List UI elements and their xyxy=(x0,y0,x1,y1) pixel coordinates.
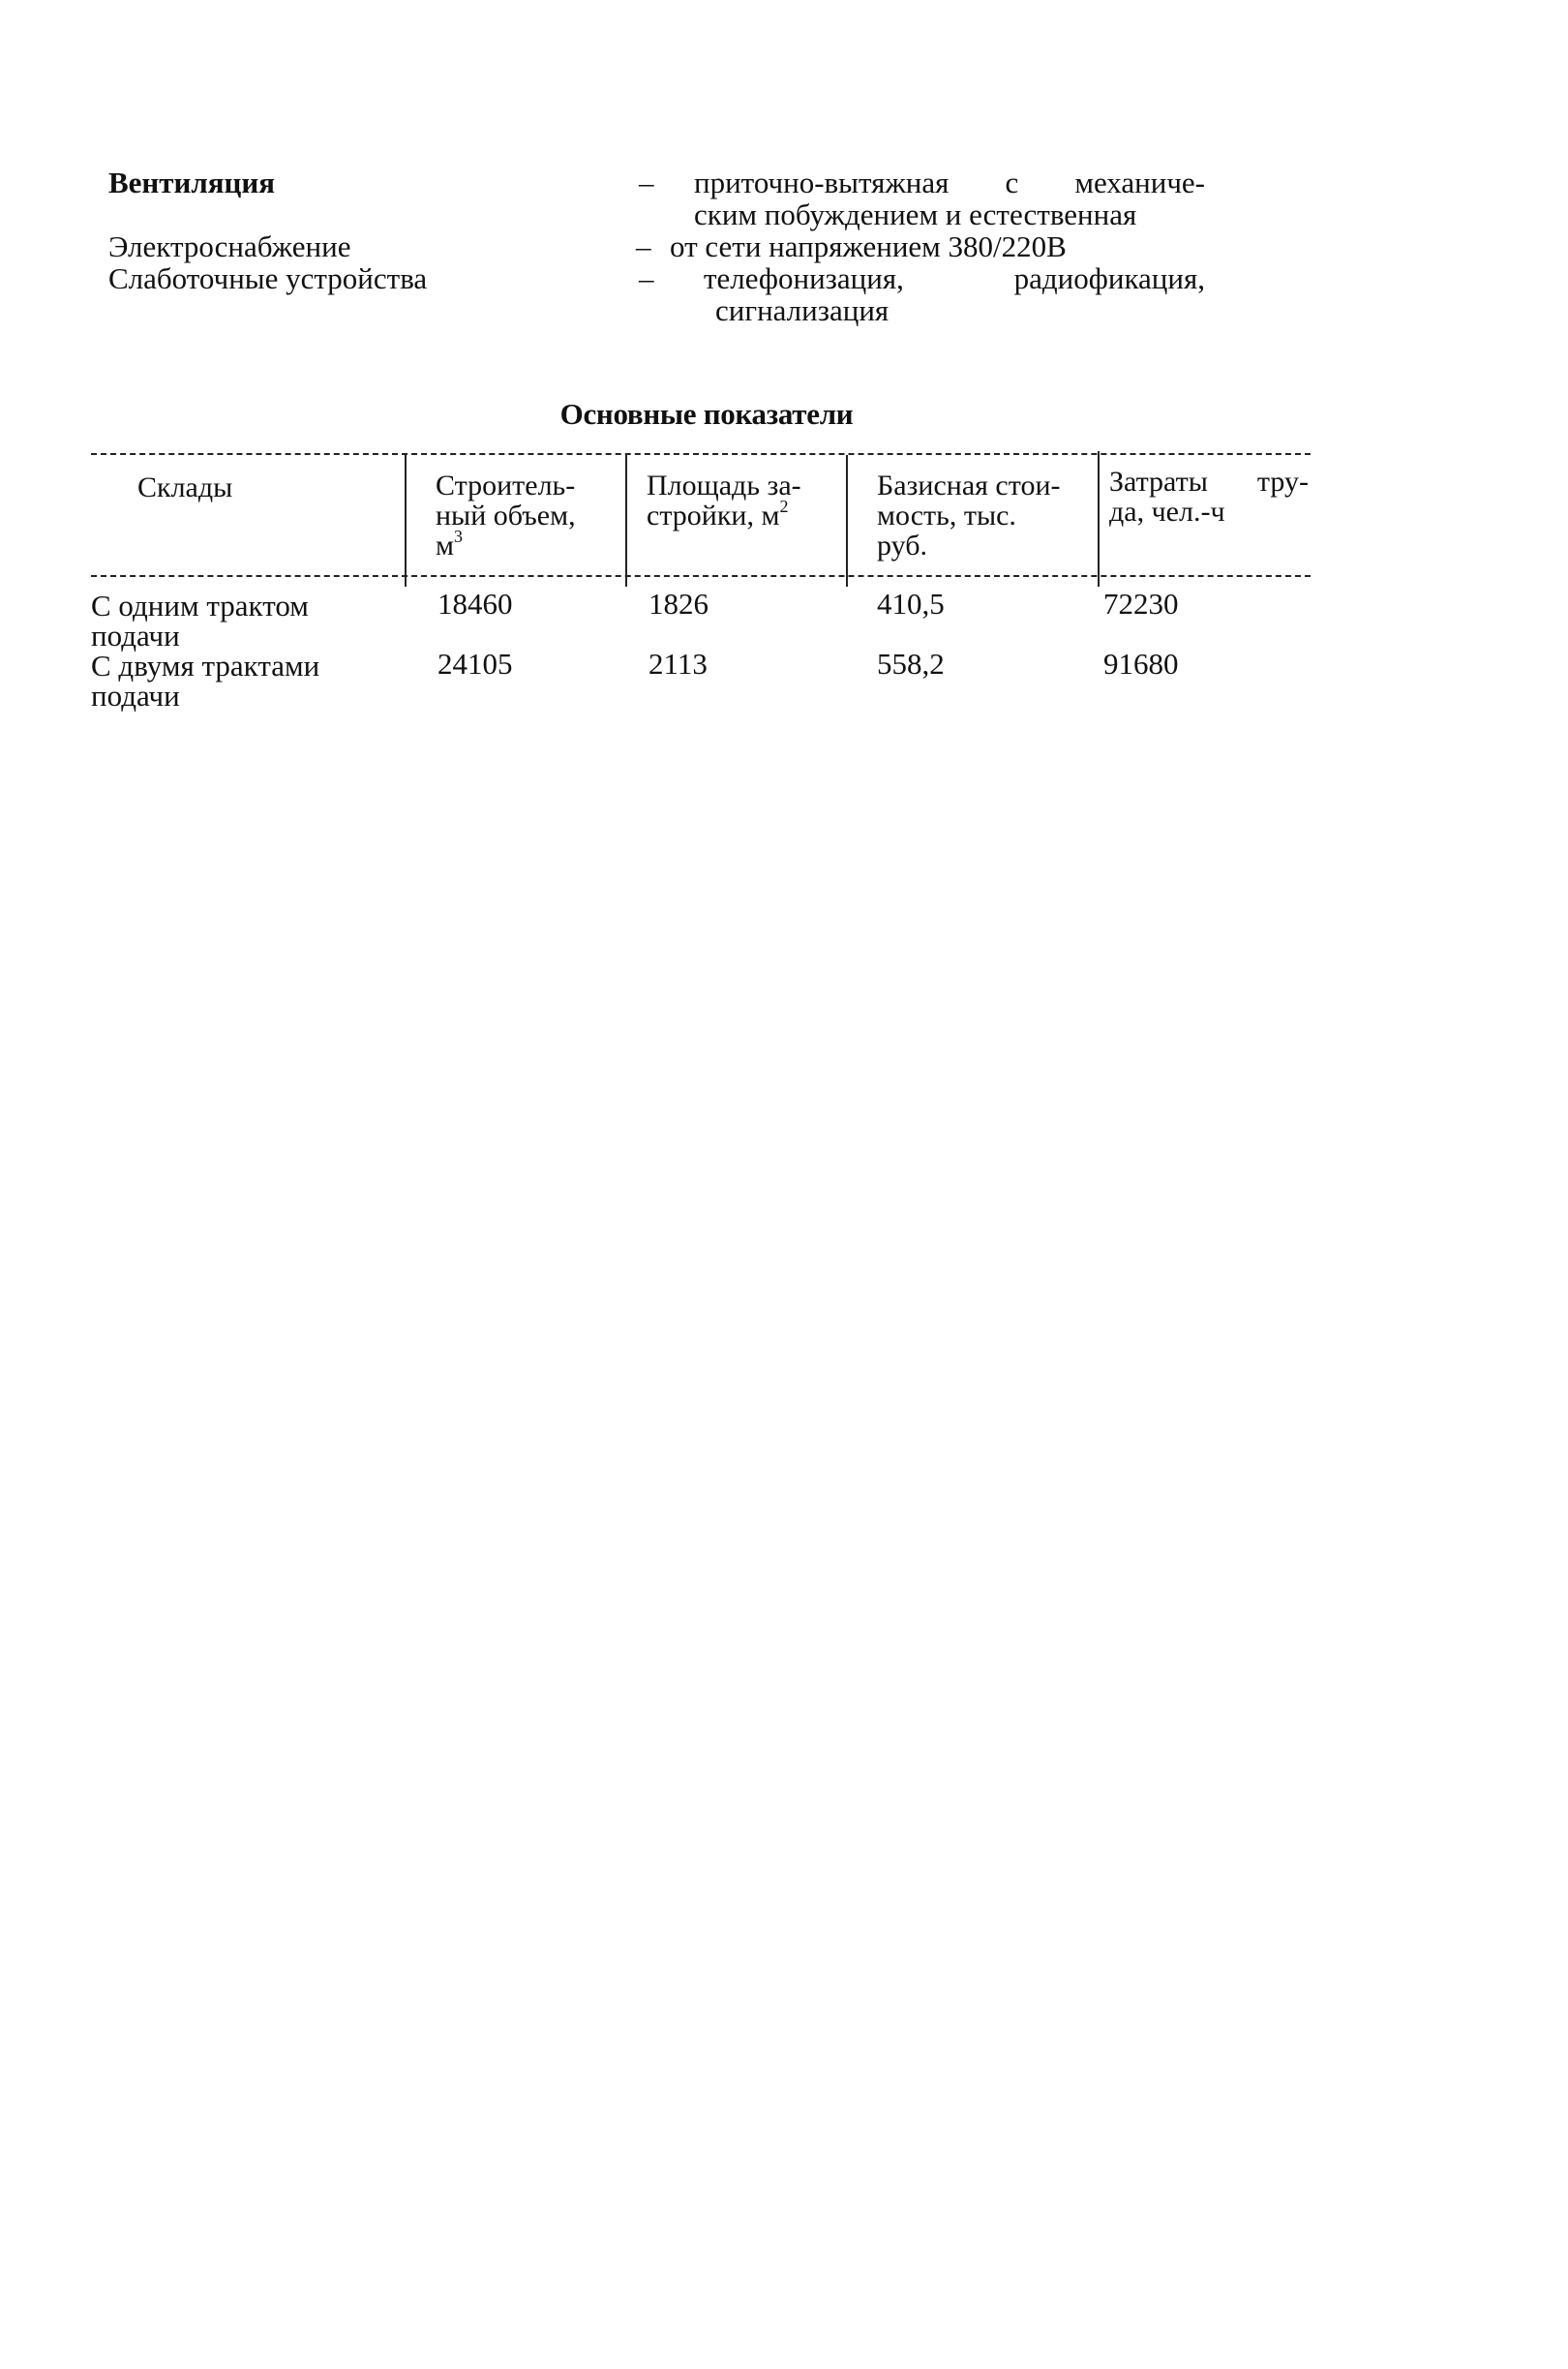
header-text: Базисная стои- xyxy=(877,470,1061,501)
spec-label: Слаботочные устройства xyxy=(108,261,428,295)
table-header-rule xyxy=(91,575,1311,577)
column-divider xyxy=(1098,451,1100,587)
header-text: $м^3$ xyxy=(436,527,463,562)
cell-labor: 72230 xyxy=(1103,587,1179,621)
row-name-line: подачи xyxy=(91,619,180,653)
header-area xyxy=(647,471,836,531)
spec-value-line: телефонизация, радиофикация, xyxy=(704,261,1205,295)
column-divider xyxy=(846,455,848,587)
header-cost xyxy=(877,471,1092,561)
spec-label: Электроснабжение xyxy=(108,229,351,263)
spec-value xyxy=(670,230,1212,262)
indicators-table xyxy=(91,445,1311,716)
spec-value xyxy=(704,262,1205,326)
cell-area: 2113 xyxy=(648,647,708,681)
header-warehouses xyxy=(137,472,232,502)
superscript: 2 xyxy=(779,497,789,516)
table-title: Основные показатели xyxy=(559,397,854,431)
header-text: ный объем, xyxy=(436,500,576,532)
row-name-line: подачи xyxy=(91,679,180,713)
spec-value-line: от сети напряжением 380/220В xyxy=(670,229,1067,263)
row-name-line: С двумя трактами xyxy=(91,649,320,683)
header-text: Затраты тру- xyxy=(1109,466,1309,498)
spec-value xyxy=(694,167,1205,230)
cell-cost: 558,2 xyxy=(877,647,945,681)
header-labor xyxy=(1109,467,1309,527)
spec-dash: – xyxy=(639,166,654,199)
header-text: руб. xyxy=(877,530,927,562)
cell-volume: 24105 xyxy=(437,647,513,681)
header-text: Строитель- xyxy=(436,470,576,501)
cell-volume: 18460 xyxy=(437,587,513,621)
header-text: стройки, $м^2$ xyxy=(647,497,789,532)
cell-cost: 410,5 xyxy=(877,587,945,621)
table-top-rule xyxy=(91,453,1311,455)
spec-label: Вентиляция xyxy=(108,166,276,199)
spec-dash: – xyxy=(639,261,654,295)
column-divider xyxy=(405,455,407,587)
header-text: да, чел.-ч xyxy=(1109,496,1225,528)
header-text: мость, тыс. xyxy=(877,500,1016,532)
header-volume xyxy=(436,471,614,561)
column-divider xyxy=(625,455,627,587)
spec-value-line: ским побуждением и естественная xyxy=(694,197,1137,231)
spec-value-line: сигнализация xyxy=(715,293,890,327)
spec-dash: – xyxy=(636,229,651,263)
spec-value-line: приточно-вытяжная с механиче- xyxy=(694,166,1205,199)
superscript: 3 xyxy=(453,527,463,546)
header-text: Площадь за- xyxy=(647,470,801,501)
cell-area: 1826 xyxy=(648,587,709,621)
row-name xyxy=(91,651,319,711)
header-text: Склады xyxy=(137,471,233,503)
row-name-line: С одним трактом xyxy=(91,589,309,623)
cell-labor: 91680 xyxy=(1103,647,1179,681)
row-name xyxy=(91,591,309,651)
